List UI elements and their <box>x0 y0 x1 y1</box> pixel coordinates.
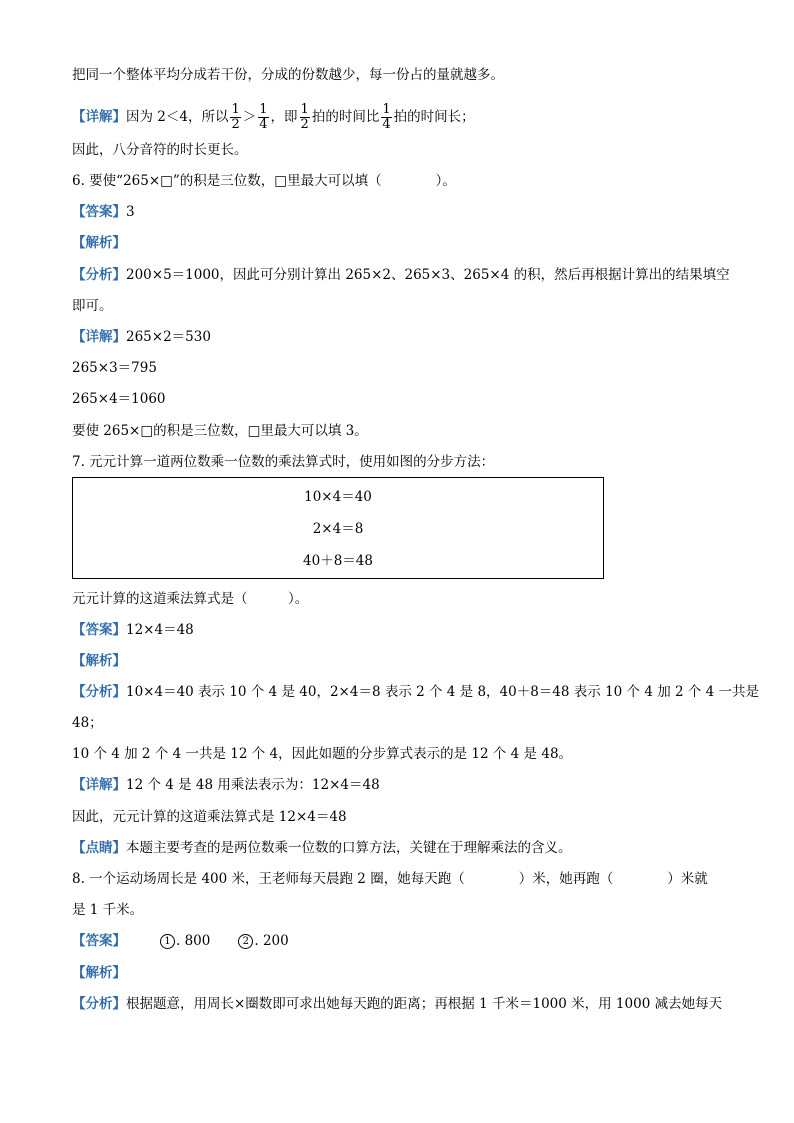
detail-tag: 【详解】 <box>72 109 126 125</box>
fenxi-text: 根据题意，用周长×圈数即可求出她每天跑的距离；再根据 1 千米＝1000 米，用 1000 减去她每天 <box>126 996 723 1012</box>
fenxi-text: 200×5＝1000，因此可分别计算出 265×2、265×3、265×4 的积，然后再根据计算出的结果填空 <box>126 267 730 283</box>
q7-answer <box>72 620 194 640</box>
q6-fenxi-cont: 即可。 <box>72 298 113 314</box>
point-text: 本题主要考查的是两位数乘一位数的口算方法，关键在于理解乘法的含义。 <box>126 840 572 856</box>
answer-tag: 【答案】 <box>72 204 126 220</box>
q7-steps-box <box>72 477 604 579</box>
intro-detail-line <box>72 101 475 133</box>
fraction-one-half: $\frac{1}{2}$ <box>231 102 240 132</box>
point-tag: 【点睛】 <box>72 840 126 856</box>
q6-detail-4: 要使 265×□的积是三位数，□里最大可以填 3。 <box>72 423 368 439</box>
fraction-one-half-2: $\frac{1}{2}$ <box>300 102 309 132</box>
q7-fenxi-3: 10 个 4 加 2 个 4 一共是 12 个 4，因此如题的分步算式表示的是 12 个 4 是 48。 <box>72 746 573 762</box>
q7-detail-2: 因此，元元计算的这道乘法算式是 12×4＝48 <box>72 809 347 825</box>
fenxi-tag: 【分析】 <box>72 996 126 1012</box>
q6-answer <box>72 202 135 222</box>
rule-text: 把同一个整体平均分成若干份，分成的份数越少，每一份占的量就越多。 <box>72 67 504 83</box>
fraction-one-quarter-2: $\frac{1}{4}$ <box>382 102 391 132</box>
fenxi-text: 10×4＝40 表示 10 个 4 是 40，2×4＝8 表示 2 个 4 是 8，40＋8＝48 表示 10 个 4 加 2 个 4 一共是 <box>126 684 760 700</box>
detail-text-a: 因为 2＜4，所以 <box>126 109 229 125</box>
q6-detail <box>72 327 211 347</box>
q7-question: 7. 元元计算一道两位数乘一位数的乘法算式时，使用如图的分步方法： <box>72 454 495 470</box>
step-line-2: 2×4＝8 <box>312 521 364 537</box>
q8-question-cont: 是 1 千米。 <box>72 902 144 918</box>
answer-value: 3 <box>126 204 135 220</box>
detail-text: 265×2＝530 <box>126 329 211 345</box>
q7-detail <box>72 775 380 795</box>
q8-question: 8. 一个运动场周长是 400 米，王老师每天晨跑 2 圈，她每天跑（ ）米，她再跑（ ）米就 <box>72 871 708 887</box>
q6-question: 6. 要使“265×□”的积是三位数，□里最大可以填（ ）。 <box>72 173 456 189</box>
q8-fenxi <box>72 994 722 1014</box>
detail-tag: 【详解】 <box>72 329 126 345</box>
circled-number-two: 2 <box>238 934 253 949</box>
fenxi-tag: 【分析】 <box>72 267 126 283</box>
q6-fenxi <box>72 265 730 285</box>
q6-detail-2: 265×3＝795 <box>72 360 157 376</box>
greater-than: ＞ <box>242 109 257 125</box>
detail-text-c: 拍的时间比 <box>311 109 380 125</box>
q7-analysis-tag: 【解析】 <box>72 653 126 669</box>
answer-tag: 【答案】 <box>72 933 126 949</box>
q8-answer <box>72 931 289 951</box>
answer-value-2: . 200 <box>254 933 289 949</box>
answer-value-1: . 800 <box>176 933 211 949</box>
detail-text-b: ，即 <box>270 109 298 125</box>
q8-analysis-tag: 【解析】 <box>72 965 126 981</box>
detail-tag: 【详解】 <box>72 777 126 793</box>
answer-tag: 【答案】 <box>72 622 126 638</box>
fraction-one-quarter: $\frac{1}{4}$ <box>259 102 268 132</box>
q7-point <box>72 838 572 858</box>
answer-value: 12×4＝48 <box>126 622 194 638</box>
detail-text-d: 拍的时间长； <box>393 109 475 125</box>
q7-fenxi <box>72 682 759 702</box>
step-line-1: 10×4＝40 <box>304 489 372 505</box>
fenxi-tag: 【分析】 <box>72 684 126 700</box>
intro-conclusion: 因此，八分音符的时长更长。 <box>72 142 248 158</box>
step-line-3: 40＋8＝48 <box>303 553 373 569</box>
detail-text: 12 个 4 是 48 用乘法表示为：12×4＝48 <box>126 777 380 793</box>
q6-analysis-tag: 【解析】 <box>72 235 126 251</box>
q6-detail-3: 265×4＝1060 <box>72 391 166 407</box>
q7-prompt: 元元计算的这道乘法算式是（ ）。 <box>72 591 309 607</box>
q7-fenxi-cont: 48； <box>72 715 103 731</box>
circled-number-one: 1 <box>160 934 175 949</box>
